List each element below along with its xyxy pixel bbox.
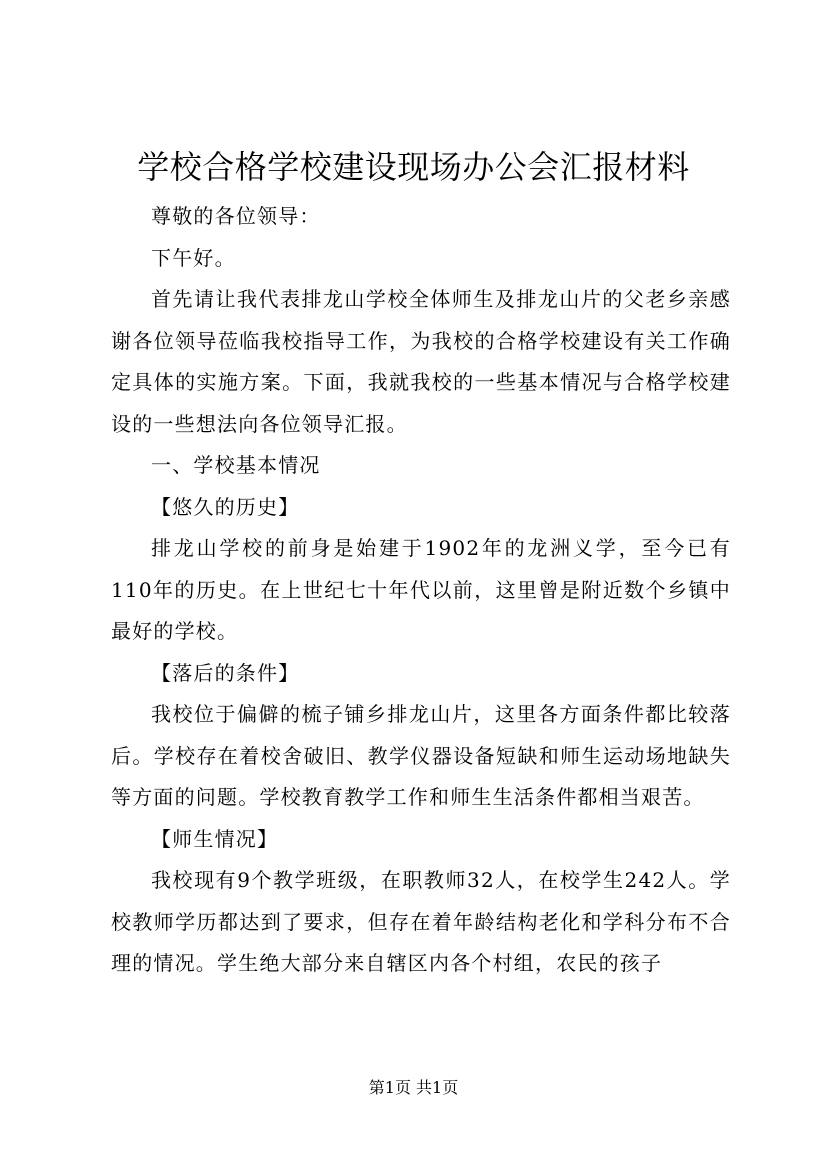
paragraph-salutation: 尊敬的各位领导：	[151, 204, 321, 228]
paragraph-greeting: 下午好。	[151, 245, 236, 270]
subheading-teachers-students: 【师生情况】	[151, 826, 279, 851]
subheading-history: 【悠久的历史】	[151, 494, 300, 519]
page-footer	[0, 1078, 827, 1098]
paragraph-teachers-students: 我校现有9个教学班级，在职教师32人，在校学生242人。学校教师学历都达到了要求，但存在着年龄结构老化和学科分布不合理的情况。学生绝大部分来自辖区内各个村组，农民的孩子	[111, 868, 731, 975]
page-number-label: 第1页 共1页	[368, 1078, 459, 1097]
document-title: 学校合格学校建设现场办公会汇报材料	[137, 148, 690, 186]
subheading-conditions: 【落后的条件】	[151, 660, 300, 685]
document-body	[111, 196, 731, 985]
paragraph-introduction: 首先请让我代表排龙山学校全体师生及排龙山片的父老乡亲感谢各位领导莅临我校指导工作，为我校的合格学校建设有关工作确定具体的实施方案。下面，我就我校的一些基本情况与合格学校建设的一些想法向各位领导汇报。	[111, 287, 731, 436]
paragraph-conditions: 我校位于偏僻的梳子铺乡排龙山片，这里各方面条件都比较落后。学校存在着校舍破旧、教学仪器设备短缺和师生运动场地缺失等方面的问题。学校教育教学工作和师生生活条件都相当艰苦。	[111, 702, 731, 809]
paragraph-history: 排龙山学校的前身是始建于1902年的龙洲义学，至今已有110年的历史。在上世纪七十年代以前，这里曾是附近数个乡镇中最好的学校。	[111, 536, 731, 643]
section-heading: 一、学校基本情况	[151, 453, 321, 477]
